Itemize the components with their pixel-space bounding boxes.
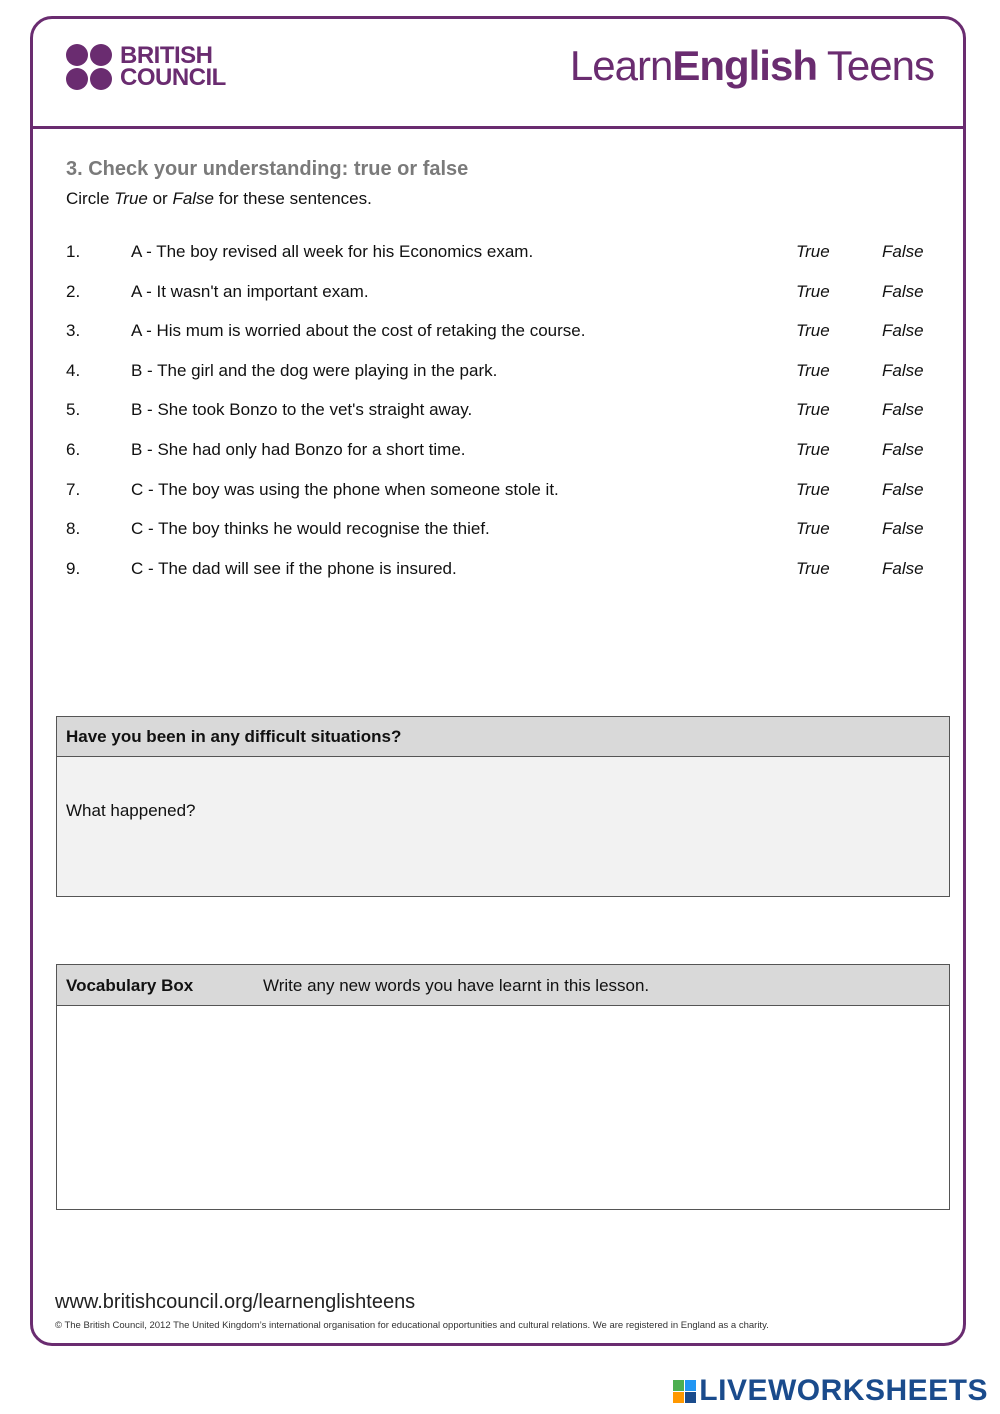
false-option[interactable]: False — [882, 558, 924, 578]
question-row — [66, 549, 936, 589]
true-option[interactable]: True — [796, 242, 830, 261]
liveworksheets-logo — [673, 1374, 988, 1408]
footer-url: www.britishcouncil.org/learnenglishteens — [55, 1291, 416, 1313]
liveworksheets-icon — [673, 1380, 696, 1403]
footer-copyright: © The British Council, 2012 The United Kingdom’s international organisation for educational opportunities and cultural relations. We are registered in England as a charity. — [55, 1320, 769, 1331]
vocabulary-title: Vocabulary Box — [66, 976, 194, 995]
question-text: C - The boy was using the phone when someone stole it. — [131, 479, 559, 499]
question-row — [66, 430, 936, 470]
question-text: A - His mum is worried about the cost of retaking the course. — [131, 321, 586, 341]
question-number: 2. — [66, 281, 81, 301]
british-council-dots-icon — [66, 44, 112, 90]
vocabulary-header — [57, 965, 949, 1006]
false-option[interactable]: False — [882, 242, 924, 261]
question-number: 6. — [66, 439, 81, 459]
instr-or: or — [147, 189, 173, 208]
instr-false: False — [172, 189, 215, 208]
discussion-box — [56, 716, 950, 897]
true-option[interactable]: True — [796, 321, 830, 341]
question-number: 4. — [66, 360, 81, 380]
header-divider — [30, 126, 966, 129]
question-number: 5. — [66, 400, 81, 420]
true-option[interactable]: True — [796, 400, 830, 420]
instr-rest: for these sentences. — [214, 189, 372, 208]
question-number: 1. — [66, 242, 81, 261]
question-number: 7. — [66, 479, 81, 499]
false-option[interactable]: False — [882, 400, 924, 420]
false-option[interactable]: False — [882, 519, 924, 539]
question-row — [66, 470, 936, 510]
question-number: 9. — [66, 558, 81, 578]
question-text: B - She had only had Bonzo for a short time. — [131, 439, 466, 459]
question-number: 8. — [66, 519, 81, 539]
question-list — [66, 232, 936, 588]
org-line-2: COUNCIL — [120, 64, 226, 91]
question-text: B - The girl and the dog were playing in the park. — [131, 360, 498, 380]
brand-english: English — [672, 42, 817, 89]
question-row — [66, 272, 936, 312]
question-row — [66, 311, 936, 351]
false-option[interactable]: False — [882, 479, 924, 499]
instr-true: True — [114, 189, 148, 208]
brand-teens: Teens — [817, 42, 934, 89]
false-option[interactable]: False — [882, 321, 924, 341]
question-text: C - The boy thinks he would recognise the thief. — [131, 519, 490, 539]
false-option[interactable]: False — [882, 360, 924, 380]
discussion-heading: Have you been in any difficult situations? — [57, 717, 949, 757]
learnenglish-teens-logo — [570, 42, 934, 90]
true-option[interactable]: True — [796, 281, 830, 301]
british-council-logo — [66, 44, 226, 90]
instr-circle: Circle — [66, 189, 115, 208]
question-row — [66, 351, 936, 391]
question-row — [66, 509, 936, 549]
true-option[interactable]: True — [796, 519, 830, 539]
question-text: A - The boy revised all week for his Economics exam. — [131, 242, 534, 261]
question-text: A - It wasn't an important exam. — [131, 281, 369, 301]
instructions — [66, 189, 372, 209]
discussion-question: What happened? — [66, 801, 196, 820]
true-option[interactable]: True — [796, 479, 830, 499]
vocabulary-box — [56, 964, 950, 1210]
question-text: B - She took Bonzo to the vet's straight away. — [131, 400, 473, 420]
false-option[interactable]: False — [882, 439, 924, 459]
brand-learn: Learn — [569, 42, 673, 89]
true-option[interactable]: True — [796, 360, 830, 380]
vocabulary-instruction: Write any new words you have learnt in this lesson. — [263, 976, 650, 995]
question-text: C - The dad will see if the phone is insured. — [131, 558, 457, 578]
vocabulary-writing-area[interactable] — [57, 1006, 949, 1210]
true-option[interactable]: True — [796, 558, 830, 578]
question-row — [66, 232, 936, 272]
question-row — [66, 390, 936, 430]
org-line-1: BRITISH — [120, 42, 213, 69]
false-option[interactable]: False — [882, 281, 924, 301]
true-option[interactable]: True — [796, 439, 830, 459]
question-number: 3. — [66, 321, 81, 341]
liveworksheets-text: LIVEWORKSHEETS — [699, 1374, 988, 1407]
section-title: 3. Check your understanding: true or false — [66, 158, 469, 180]
